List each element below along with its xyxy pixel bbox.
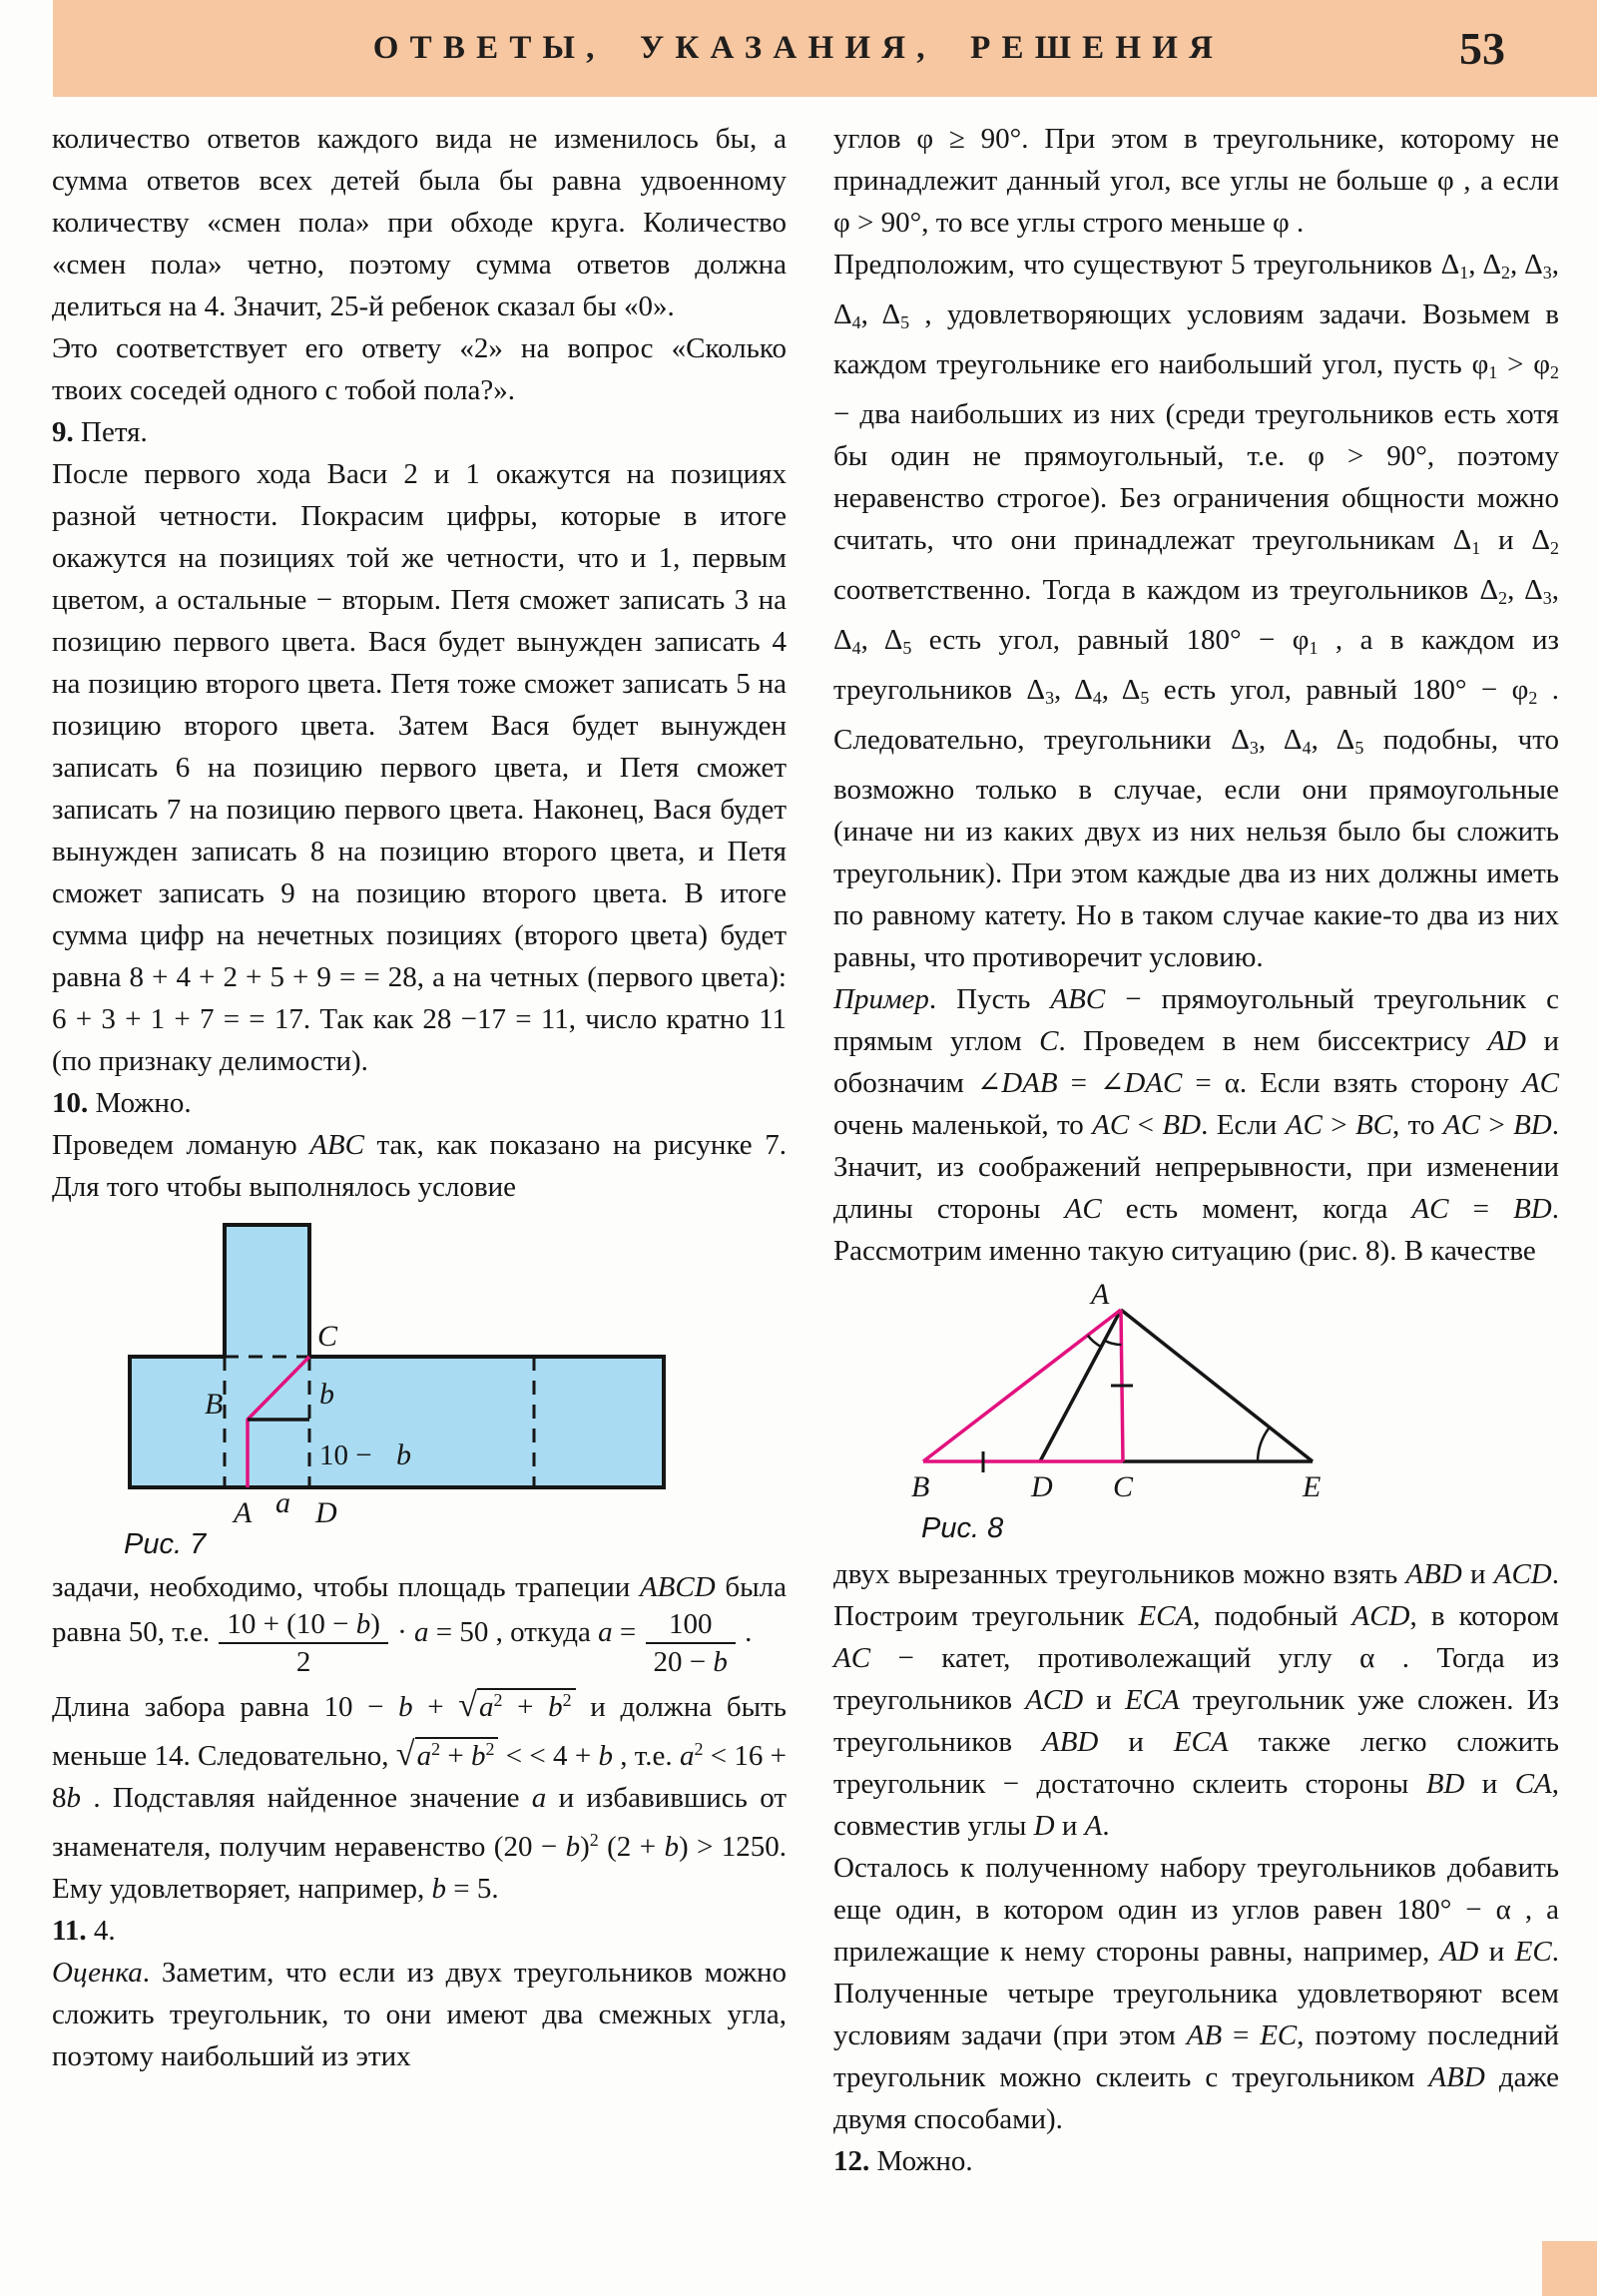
figure-8 — [833, 1282, 1559, 1549]
figure-8-drawing — [833, 1282, 1559, 1549]
figure7-label-b-length: b — [319, 1378, 334, 1411]
paragraph: Проведем ломаную ABC так, как показано на рисунке 7. Для того чтобы выполнялось условие — [52, 1129, 787, 1203]
paragraph: Это соответствует его ответу «2» на вопрос «Сколько твоих соседей одного с тобой пола?». — [52, 332, 787, 406]
column-left — [52, 118, 787, 2077]
figure8-label-b: B — [911, 1470, 930, 1504]
page-number: 53 — [1459, 23, 1505, 74]
figure8-label-e: E — [1303, 1470, 1322, 1504]
figure8-label-d: D — [1031, 1470, 1053, 1504]
figure7-label-len-var: b — [396, 1438, 411, 1471]
figure8-line-ad — [1040, 1310, 1121, 1461]
paragraph: 10. Можно. — [52, 1087, 192, 1119]
figure7-label-b-point: B — [205, 1388, 224, 1421]
paragraph: углов φ ≥ 90°. При этом в треугольнике, которому не принадлежит данный угол, все углы не больше φ , а если φ > 90°, то все углы строго меньше φ . — [833, 123, 1559, 239]
figure7-caption: Рис. 7 — [124, 1528, 207, 1560]
page-title: ОТВЕТЫ, УКАЗАНИЯ, РЕШЕНИЯ — [372, 30, 1225, 66]
figure8-arc-dab — [1088, 1336, 1102, 1348]
paragraph: Осталось к полученному набору треугольников добавить еще один, в котором один из углов равен 180° − α , а прилежащие к нему стороны равны, например, AD и EC. Полученные четыре треугольника удовлетворяют всем условиям задачи (при этом AB = EC, поэтому последний треугольник можно склеить с треугольником ABD даже двумя способами). — [833, 1852, 1559, 2136]
corner-tab — [1542, 2241, 1597, 2296]
paragraph: Длина забора равна $10 - b + √a^2 + b^2$ и должна быть меньше 14. Следовательно, $√a^2 + b^2$ < < 4 + b , т.е. $a^2 < 16 + 8b$ . Подставляя найденное значение a и избавившись от знаменателя, получим неравенство $(20 - b)^2$ (2 + b) > 1250. Ему удовлетворяет, например, b = 5. — [52, 1686, 788, 1905]
figure8-label-c: C — [1113, 1470, 1134, 1504]
paragraph: Предположим, что существуют 5 треугольников Δ1, Δ2, Δ3, Δ4, Δ5 , удовлетворяющих условиям задачи. Возьмем в каждом треугольнике его наибольший угол, пусть φ1 > φ2 − два наибольших из них (среди треугольников есть хотя бы один не прямоугольный, т.е. φ > 90°, поэтому неравенство строгое). Без ограничения общности можно считать, что они принадлежат треугольникам Δ1 и Δ2 соответственно. Тогда в каждом из треугольников Δ2, Δ3, Δ4, Δ5 есть угол, равный 180° − φ1 , а в каждом из треугольников Δ3, Δ4, Δ5 есть угол, равный 180° − φ2 . Следовательно, треугольники Δ3, Δ4, Δ5 подобны, что возможно только в случае, если они прямоугольные (иначе ни из каких двух из них нельзя было бы сложить треугольник). При этом каждые два из них должны иметь по равному катету. Но в таком случае какие-то два из них равны, что противоречит условию. — [833, 249, 1559, 974]
figure7-label-ten-minus: 10 − — [319, 1439, 372, 1471]
figure8-caption: Рис. 8 — [921, 1512, 1004, 1545]
figure7-top-rect — [225, 1225, 309, 1357]
paragraph: двух вырезанных треугольников можно взять ABD и ACD. Построим треугольник ECA, подобный ACD, в котором AC − катет, противолежащий углу α . Тогда из треугольников ACD и ECA треугольник уже сложен. Из треугольников ABD и ECA также легко сложить треугольник − достаточно склеить стороны BD и CA, совместив углы D и A. — [833, 1558, 1559, 1843]
paragraph: 11. 4. — [52, 1914, 116, 1947]
figure7-label-a-point: A — [234, 1496, 253, 1529]
column-right — [833, 118, 1559, 2182]
paragraph: 12. Можно. — [833, 2145, 973, 2178]
figure7-label-c: C — [317, 1320, 338, 1353]
figure7-label-a-length: a — [275, 1486, 290, 1519]
figure7-label-d-point: D — [315, 1496, 337, 1529]
figure8-line-ba — [923, 1310, 1121, 1461]
paragraph: Пример. Пусть ABC − прямоугольный треугольник с прямым углом C. Проведем в нем биссектрису AD и обозначим ∠DAB = ∠DAC = α. Если взять сторону AC очень маленькой, то AC < BD. Если AC > BC, то AC > BD. Значит, из соображений непрерывности, при изменении длины стороны AC есть момент, когда AC = BD. Рассмотрим именно такую ситуацию (рис. 8). В качестве — [833, 983, 1560, 1268]
paragraph: задачи, необходимо, чтобы площадь трапеции ABCD была равна 50, т.е. $\frac{10 + (10 - b)}{2}$ · a = 50 , откуда a = $\frac{100}{20 - b}$ . — [52, 1571, 787, 1679]
figure8-line-ae — [1121, 1310, 1313, 1461]
figure-7-drawing — [52, 1218, 787, 1562]
figure8-arc-dac — [1105, 1341, 1122, 1345]
figure8-arc-e — [1258, 1428, 1270, 1461]
paragraph: 9. Петя. — [52, 416, 148, 448]
paragraph: После первого хода Васи 2 и 1 окажутся на позициях разной четности. Покрасим цифры, которые в итоге окажутся на позициях той же четности, что и 1, первым цветом, а остальные − вторым. Петя сможет записать 3 на позицию первого цвета. Вася будет вынужден записать 4 на позицию второго цвета. Петя тоже сможет записать 5 на позицию второго цвета. Затем Вася будет вынужден записать 6 на позицию первого цвета, и Петя сможет записать 7 на позицию первого цвета. Наконец, Вася будет вынужден записать 8 на позицию второго цвета, и Петя сможет записать 9 на позицию второго цвета. В итоге сумма цифр на нечетных позициях (второго цвета) будет равна 8 + 4 + 2 + 5 + 9 = = 28, а на четных (первого цвета): 6 + 3 + 1 + 7 = = 17. Так как 28 −17 = 11, число кратно 11 (по признаку делимости). — [52, 458, 787, 1077]
paragraph: Оценка. Заметим, что если из двух треугольников можно сложить треугольник, то они имеют два смежных угла, поэтому наибольший из этих — [52, 1956, 787, 2072]
paragraph: количество ответов каждого вида не изменилось бы, а сумма ответов всех детей была бы равна удвоенному количеству «смен пола» при обходе круга. Количество «смен пола» четно, поэтому сумма ответов должна делиться на 4. Значит, 25-й ребенок сказал бы «0». — [52, 123, 787, 322]
figure8-label-a: A — [1091, 1282, 1110, 1312]
figure-7 — [52, 1218, 787, 1562]
